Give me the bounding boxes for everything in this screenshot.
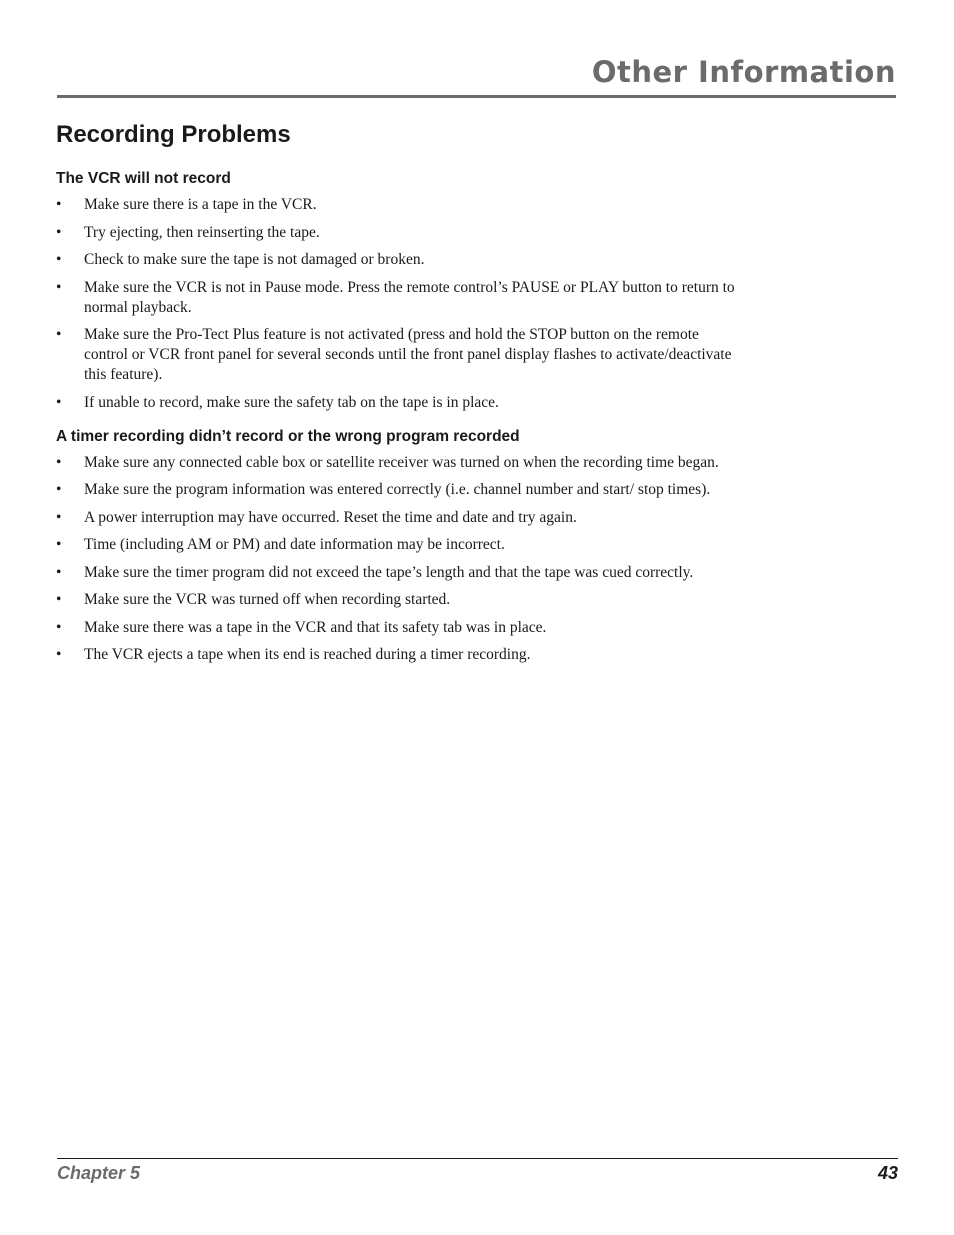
bullet-icon: • (56, 393, 62, 411)
bullet-list-timer-recording (56, 453, 736, 666)
section-title: Recording Problems (56, 121, 291, 148)
list-item (56, 590, 736, 610)
list-item-text: If unable to record, make sure the safety tab on the tape is in place. (84, 393, 499, 411)
list-item (56, 508, 736, 528)
bullet-icon: • (56, 223, 62, 241)
bullet-icon: • (56, 326, 62, 343)
list-item (56, 453, 736, 473)
list-item-text: A power interruption may have occurred. Reset the time and date and try again. (84, 508, 577, 526)
list-item (56, 645, 736, 665)
bullet-icon: • (56, 508, 62, 526)
list-item (56, 618, 736, 638)
list-item-text: Check to make sure the tape is not damaged or broken. (84, 251, 425, 268)
list-item-text: Make sure the VCR was turned off when recording started. (84, 591, 451, 608)
list-item-text: Make sure the program information was entered correctly (i.e. channel number and start/ stop times). (84, 481, 711, 498)
list-item-text: Make sure the VCR is not in Pause mode. Press the remote control’s PAUSE or PLAY button to return to normal playback. (84, 278, 735, 316)
list-item (56, 563, 736, 583)
bullet-icon: • (56, 536, 62, 553)
bullet-icon: • (56, 618, 62, 636)
list-item (56, 535, 736, 555)
list-item-text: Make sure there was a tape in the VCR and that its safety tab was in place. (84, 618, 547, 636)
bullet-icon: • (56, 278, 62, 296)
list-item-text: Time (including AM or PM) and date information may be incorrect. (84, 536, 505, 553)
list-item (56, 480, 736, 500)
list-item (56, 223, 736, 243)
list-item-text: The VCR ejects a tape when its end is reached during a timer recording. (84, 646, 531, 663)
chapter-title: Other Information (591, 55, 896, 89)
footer-chapter-label: Chapter 5 (57, 1163, 141, 1183)
list-item (56, 393, 736, 413)
list-item-text: Try ejecting, then reinserting the tape. (84, 223, 320, 241)
list-item (56, 195, 736, 215)
bullet-list-vcr-will-not-record (56, 195, 736, 413)
bullet-icon: • (56, 481, 62, 498)
bullet-icon: • (56, 453, 62, 471)
list-item (56, 250, 736, 270)
page-number: 43 (877, 1163, 898, 1183)
bullet-icon: • (56, 591, 62, 608)
list-item-text: Make sure there is a tape in the VCR. (84, 196, 317, 213)
page-header (57, 52, 896, 98)
list-item (56, 325, 736, 385)
bullet-icon: • (56, 251, 62, 268)
page-content (56, 118, 736, 673)
list-item-text: Make sure the Pro-Tect Plus feature is not activated (press and hold the STOP button on the remote control or VCR front panel for several seconds until the front panel display flashes to activate/deactivate this feature). (84, 326, 732, 383)
bullet-icon: • (56, 563, 62, 581)
page-footer (57, 1158, 898, 1189)
subheading-vcr-will-not-record: The VCR will not record (56, 170, 231, 187)
list-item-text: Make sure any connected cable box or satellite receiver was turned on when the recording time began. (84, 453, 719, 471)
list-item-text: Make sure the timer program did not exceed the tape’s length and that the tape was cued correctly. (84, 563, 694, 581)
subheading-timer-recording: A timer recording didn’t record or the wrong program recorded (56, 427, 520, 445)
bullet-icon: • (56, 646, 62, 663)
bullet-icon: • (56, 196, 62, 213)
list-item (56, 278, 736, 318)
